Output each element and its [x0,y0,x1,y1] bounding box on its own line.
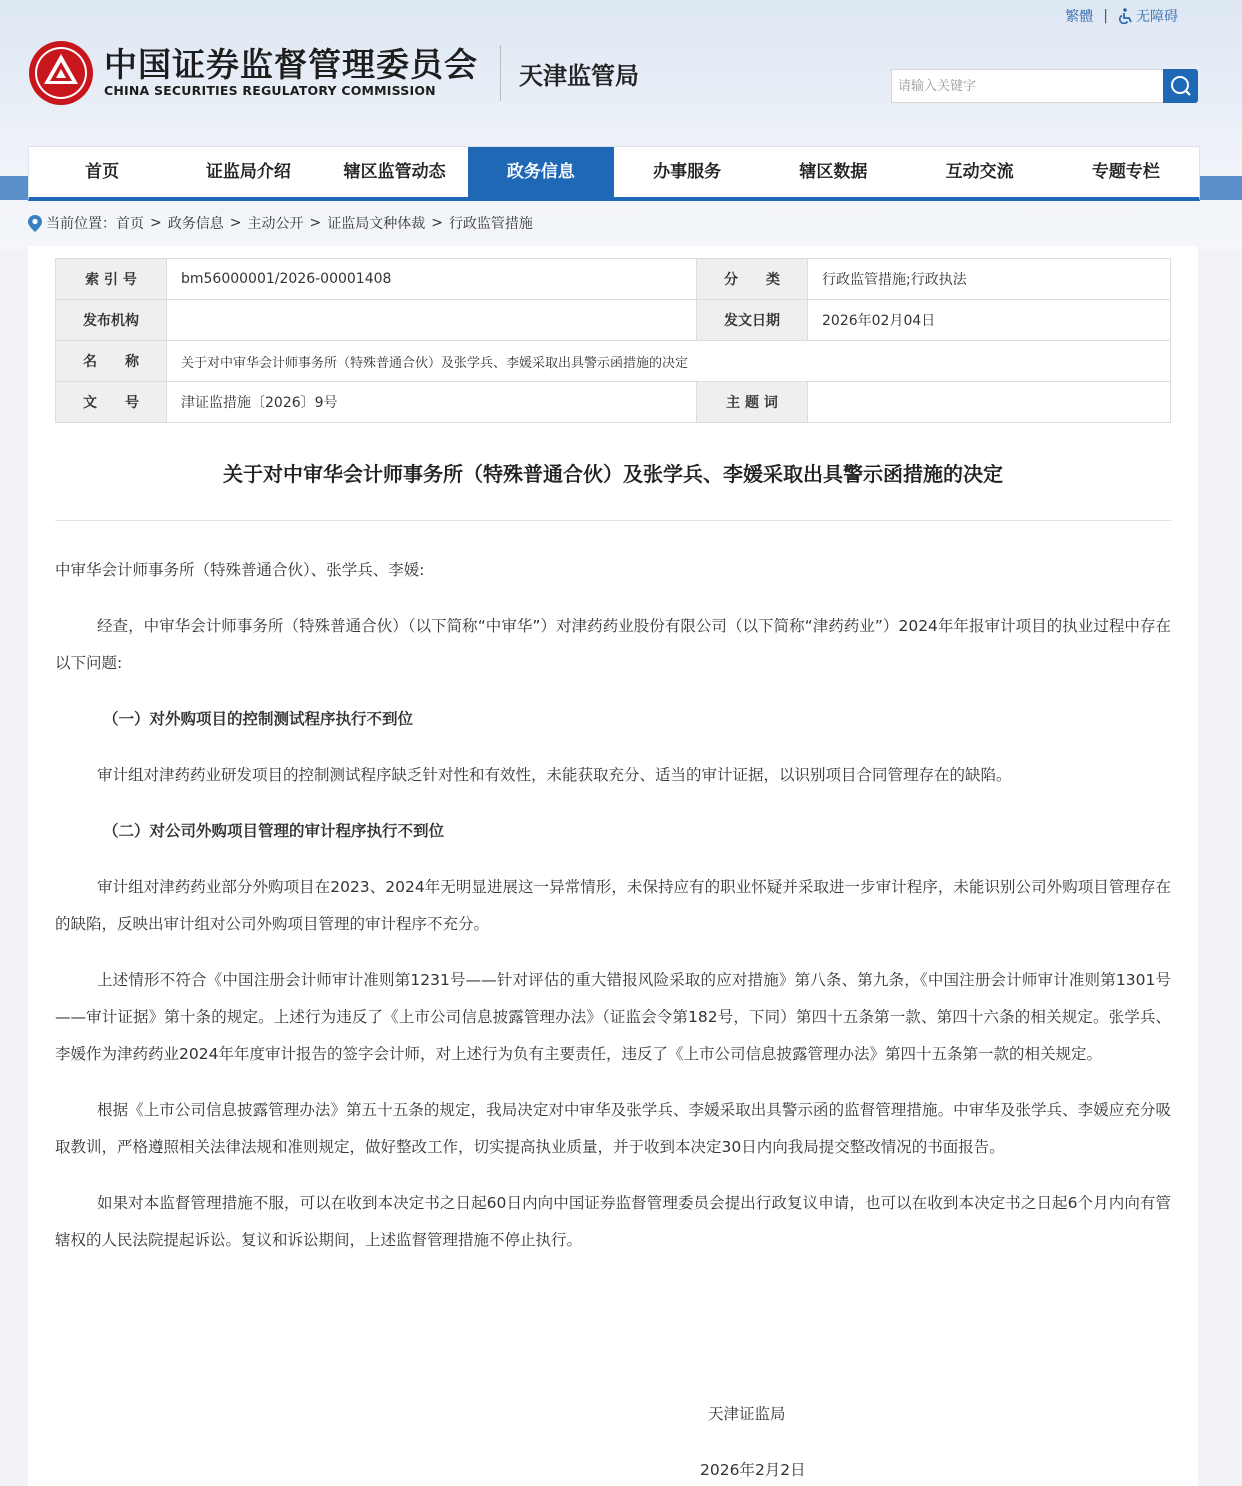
breadcrumb-home[interactable]: 首页 [116,216,144,232]
wheelchair-icon [1118,8,1133,24]
index-number-value: bm56000001/2026-00001408 [167,259,697,300]
issuer-label: 发布机构 [56,300,167,341]
logo-chinese-name: 中国证券监督管理委员会 [104,45,478,84]
search-icon [1169,74,1193,98]
breadcrumb-separator: > [229,215,242,231]
breadcrumb-public-disclosure[interactable]: 主动公开 [247,216,304,232]
breadcrumb-admin-measures[interactable]: 行政监管措施 [448,216,533,232]
main-nav [28,146,1200,201]
accessibility-label: 无障碍 [1136,9,1178,25]
top-links-separator: | [1103,8,1108,24]
table-row [56,300,1171,341]
paragraph: 上述情形不符合《中国注册会计师审计准则第1231号——针对评估的重大错报风险采取的应对措施》第八条、第九条，《中国注册会计师审计准则第1301号——审计证据》第十条的规定。上述行为违反了《上市公司信息披露管理办法》（证监会令第182号，下同）第四十五条第一款、第四十六条的相关规定。张学兵、李媛作为津药药业2024年年度审计报告的签字会计师，对上述行为负有主要责任，违反了《上市公司信息披露管理办法》第四十五条第一款的相关规定。 [55,971,1171,1063]
index-number-label: 索 引 号 [56,259,167,300]
breadcrumb-separator: > [150,215,162,231]
keywords-value [808,382,1171,423]
nav-item-regulatory-news[interactable]: 辖区监管动态 [343,162,446,182]
doc-name-value: 关于对中审华会计师事务所（特殊普通合伙）及张学兵、李媛采取出具警示函措施的决定 [167,341,1171,382]
csrc-emblem-icon [28,40,94,106]
signer: 天津证监局 [708,1405,786,1423]
location-pin-icon [28,215,42,232]
issue-date-label: 发文日期 [697,300,808,341]
paragraph: 根据《上市公司信息披露管理办法》第五十五条的规定，我局决定对中审华及张学兵、李媛采取出具警示函的监督管理措施。中审华及张学兵、李媛应充分吸取教训，严格遵照相关法律法规和准则规定，做好整改工作，切实提高执业质量，并于收到本决定30日内向我局提交整改情况的书面报告。 [55,1101,1171,1156]
document-body [55,552,1171,1278]
issue-date-value: 2026年02月04日 [808,300,1171,341]
section-heading: （二）对公司外购项目管理的审计程序执行不到位 [103,822,445,840]
table-row [56,341,1171,382]
doc-number-value: 津证监措施〔2026〕9号 [167,382,697,423]
accessibility-link[interactable] [1118,6,1178,26]
table-row [56,382,1171,423]
breadcrumb [28,213,533,233]
breadcrumb-separator: > [431,215,443,231]
content-panel [28,246,1198,1486]
site-logo[interactable] [28,40,639,106]
logo-english-name: CHINA SECURITIES REGULATORY COMMISSION [104,83,436,98]
logo-divider [500,45,501,101]
nav-item-government-info[interactable]: 政务信息 [468,147,614,197]
issuer-value [167,300,697,341]
keywords-label: 主 题 词 [697,382,808,423]
nav-item-about[interactable]: 证监局介绍 [205,162,291,182]
nav-item-services[interactable]: 办事服务 [653,162,722,182]
breadcrumb-separator: > [309,215,322,231]
breadcrumb-prefix: 当前位置： [46,216,116,232]
paragraph: 审计组对津药药业部分外购项目在2023、2024年无明显进展这一异常情形，未保持应有的职业怀疑并采取进一步审计程序，未能识别公司外购项目管理存在的缺陷，反映出审计组对公司外购项目管理的审计程序不充分。 [55,878,1171,933]
top-links [1065,6,1178,26]
paragraph: 审计组对津药药业研发项目的控制测试程序缺乏针对性和有效性，未能获取充分、适当的审计证据，以识别项目合同管理存在的缺陷。 [97,766,1012,784]
paragraph: 如果对本监督管理措施不服，可以在收到本决定书之日起60日内向中国证券监督管理委员会提出行政复议申请，也可以在收到本决定书之日起6个月内向有管辖权的人民法院提起诉讼。复议和诉讼期间，上述监督管理措施不停止执行。 [55,1194,1171,1249]
category-label: 分 类 [697,259,808,300]
table-row [56,259,1171,300]
salutation: 中审华会计师事务所（特殊普通合伙）、张学兵、李媛: [55,561,425,579]
nav-item-home[interactable]: 首页 [85,162,120,182]
signature-date: 2026年2月2日 [700,1461,806,1479]
paragraph: 经查，中审华会计师事务所（特殊普通合伙）（以下简称“中审华”）对津药药业股份有限公司（以下简称“津药药业”）2024年年报审计项目的执业过程中存在以下问题: [55,617,1171,672]
doc-number-label: 文 号 [56,382,167,423]
document-metadata-table [55,258,1171,423]
section-heading: （一）对外购项目的控制测试程序执行不到位 [103,710,414,728]
nav-item-regional-data[interactable]: 辖区数据 [799,162,868,182]
search-box [891,69,1198,103]
category-value: 行政监管措施;行政执法 [808,259,1171,300]
title-divider [55,520,1171,521]
breadcrumb-document-types[interactable]: 证监局文种体裁 [327,216,426,232]
bureau-name: 天津监管局 [519,61,639,90]
nav-item-interaction[interactable]: 互动交流 [945,162,1014,182]
doc-name-label: 名 称 [56,341,167,382]
nav-item-special-topics[interactable]: 专题专栏 [1091,162,1160,182]
document-title: 关于对中审华会计师事务所（特殊普通合伙）及张学兵、李媛采取出具警示函措施的决定 [223,462,1003,486]
breadcrumb-government-info[interactable]: 政务信息 [167,216,224,232]
search-button[interactable] [1163,69,1198,103]
search-input[interactable] [891,69,1163,103]
traditional-chinese-link[interactable]: 繁體 [1065,9,1094,25]
